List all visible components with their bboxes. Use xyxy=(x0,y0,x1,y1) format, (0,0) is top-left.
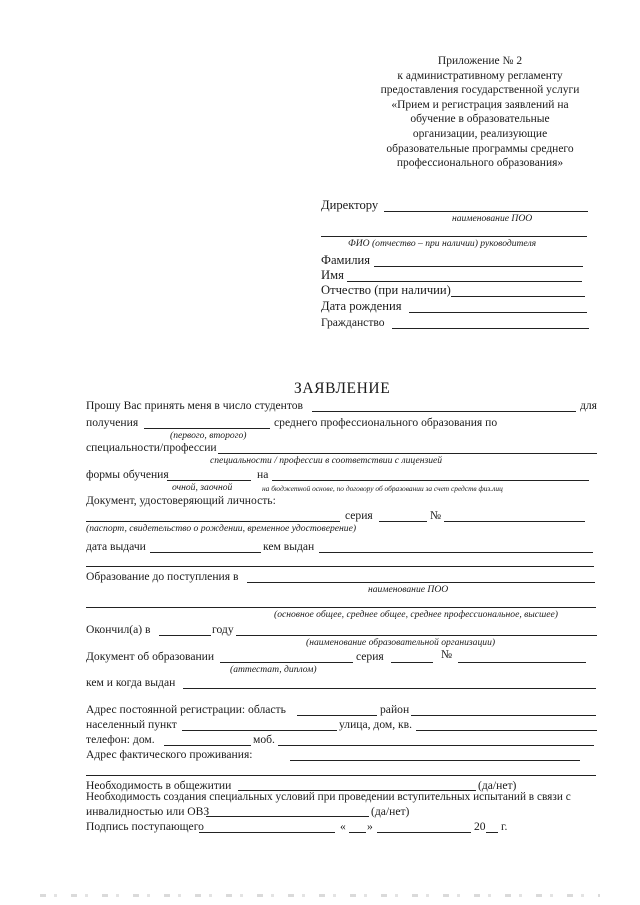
issue-date-label: дата выдачи xyxy=(86,540,146,553)
actual-address-field[interactable] xyxy=(290,760,580,761)
reg-address-label: Адрес постоянной регистрации: область xyxy=(86,703,286,716)
header-line: Приложение № 2 xyxy=(437,55,523,67)
on-label: на xyxy=(257,468,269,481)
locality-label: населенный пункт xyxy=(86,718,177,731)
birthdate-field[interactable] xyxy=(409,312,587,313)
citizenship-label: Гражданство xyxy=(321,316,385,329)
education-order-field[interactable] xyxy=(144,428,270,429)
poo-caption: наименование ПОО xyxy=(452,213,533,224)
issue-date-field[interactable] xyxy=(150,552,261,553)
special-conditions-text-2: инвалидностью или ОВЗ xyxy=(86,805,210,818)
surname-field[interactable] xyxy=(374,266,583,267)
director-label: Директору xyxy=(321,198,379,212)
fio-caption: ФИО (отчество – при наличии) руководителя xyxy=(348,238,537,249)
director-fio-field[interactable] xyxy=(321,236,587,237)
obtaining-label: получения xyxy=(86,416,139,429)
director-field[interactable] xyxy=(384,211,588,212)
edu-level-caption: (основное общее, среднее общее, среднее профессиональное, высшее) xyxy=(274,609,558,620)
specialty-label: специальности/профессии xyxy=(86,441,217,454)
edu-issued-label: кем и когда выдан xyxy=(86,676,176,689)
signature-label: Подпись поступающего xyxy=(86,820,204,833)
name-field[interactable] xyxy=(347,281,582,282)
study-form-caption: очной, заочной xyxy=(172,482,233,493)
number-label: № xyxy=(430,509,442,522)
issued-by-label: кем выдан xyxy=(263,540,315,553)
header-line: организации, реализующие xyxy=(412,127,548,140)
header-line: обучение в образовательные xyxy=(410,113,550,126)
year-label: году xyxy=(212,623,234,636)
header-line: образовательные программы среднего xyxy=(386,142,574,155)
education-level-field[interactable] xyxy=(86,607,596,608)
year-field[interactable] xyxy=(486,832,498,833)
special-conditions-field[interactable] xyxy=(206,816,369,817)
year-suffix: г. xyxy=(501,820,508,833)
edu-doc-caption: (аттестат, диплом) xyxy=(230,664,317,675)
street-label: улица, дом, кв. xyxy=(339,718,413,731)
month-field[interactable] xyxy=(377,832,471,833)
locality-field[interactable] xyxy=(182,730,337,731)
actual-address-label: Адрес фактического проживания: xyxy=(86,748,253,761)
district-label: район xyxy=(380,703,410,716)
specialty-caption: специальности / профессии в соответствии с лицензией xyxy=(210,455,443,466)
home-phone-field[interactable] xyxy=(164,745,251,746)
header-line: предоставления государственной услуги xyxy=(380,84,580,97)
scan-artifact xyxy=(40,894,600,897)
year-prefix: 20 xyxy=(474,820,486,833)
patronymic-label: Отчество (при наличии) xyxy=(321,283,451,297)
education-poo-field[interactable] xyxy=(247,582,595,583)
edu-series-label: серия xyxy=(356,650,384,663)
graduation-year-field[interactable] xyxy=(159,635,211,636)
edu-number-label: № xyxy=(441,648,453,661)
education-label: Образование до поступления в xyxy=(86,570,239,583)
issued-by-field-2[interactable] xyxy=(86,566,594,567)
appendix-header xyxy=(360,54,600,171)
id-doc-caption: (паспорт, свидетельство о рождении, временное удостоверение) xyxy=(86,523,357,534)
funding-caption: на бюджетной основе, по договору об образовании за счет средств физ.лиц xyxy=(262,484,503,493)
edu-issued-field[interactable] xyxy=(183,688,596,689)
study-form-field[interactable] xyxy=(167,480,251,481)
header-line: «Прием и регистрация заявлений на xyxy=(391,98,569,111)
dormitory-suffix: (да/нет) xyxy=(478,779,517,792)
district-field[interactable] xyxy=(411,715,596,716)
issued-by-field[interactable] xyxy=(319,552,593,553)
day-field[interactable] xyxy=(349,832,366,833)
id-doc-type-field[interactable] xyxy=(86,521,340,522)
citizenship-field[interactable] xyxy=(392,328,589,329)
org-caption: (наименование образовательной организации) xyxy=(306,637,496,648)
signature-field[interactable] xyxy=(199,832,335,833)
funding-field[interactable] xyxy=(272,480,589,481)
spo-text: среднего профессионального образования по xyxy=(274,416,498,429)
student-type-field[interactable] xyxy=(312,411,576,412)
form-title: ЗАЯВЛЕНИЕ xyxy=(294,380,391,397)
mobile-label: моб. xyxy=(253,733,275,746)
special-conditions-text: Необходимость создания специальных условий при проведении вступительных испытаний в связи с xyxy=(86,791,571,803)
series-label: серия xyxy=(345,509,373,522)
street-field[interactable] xyxy=(416,730,597,731)
request-end: для xyxy=(580,399,598,412)
special-conditions-suffix: (да/нет) xyxy=(371,805,410,818)
home-phone-label: телефон: дом. xyxy=(86,733,155,746)
mobile-field[interactable] xyxy=(278,745,594,746)
graduated-label: Окончил(а) в xyxy=(86,623,151,636)
actual-address-field-2[interactable] xyxy=(86,775,596,776)
specialty-field[interactable] xyxy=(218,453,597,454)
header-line: к административному регламенту xyxy=(397,69,563,82)
birthdate-label: Дата рождения xyxy=(321,299,402,313)
request-label: Прошу Вас принять меня в число студентов xyxy=(86,399,304,412)
id-number-field[interactable] xyxy=(444,521,585,522)
region-field[interactable] xyxy=(297,715,377,716)
surname-label: Фамилия xyxy=(321,253,371,267)
edu-series-field[interactable] xyxy=(391,662,433,663)
edu-number-field[interactable] xyxy=(458,662,586,663)
patronymic-field[interactable] xyxy=(451,296,585,297)
id-doc-label: Документ, удостоверяющий личность: xyxy=(86,494,276,507)
edu-doc-label: Документ об образовании xyxy=(86,650,215,663)
name-label: Имя xyxy=(321,268,344,282)
first-second-caption: (первого, второго) xyxy=(170,430,247,441)
edu-doc-type-field[interactable] xyxy=(220,662,353,663)
edu-poo-caption: наименование ПОО xyxy=(368,584,449,595)
date-open-quote: « xyxy=(340,820,346,833)
date-close-quote: » xyxy=(367,820,373,833)
header-line: профессионального образования» xyxy=(396,157,564,170)
graduated-org-field[interactable] xyxy=(236,635,597,636)
dormitory-label: Необходимость в общежитии xyxy=(86,779,232,792)
study-form-label: формы обучения xyxy=(86,468,169,481)
id-series-field[interactable] xyxy=(379,521,427,522)
